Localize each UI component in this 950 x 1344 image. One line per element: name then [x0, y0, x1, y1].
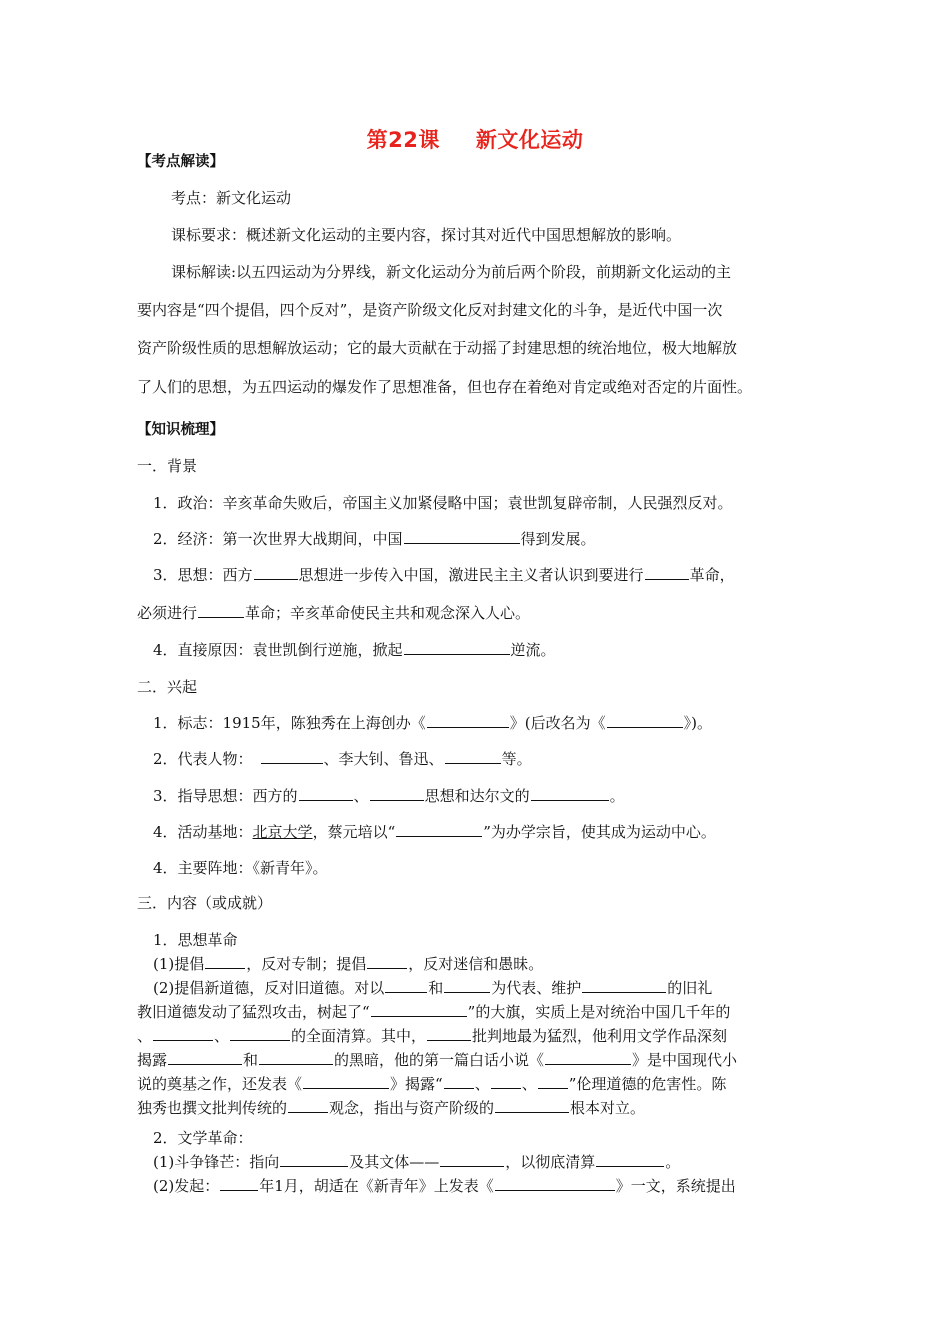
peking-university-link: 北京大学	[252, 823, 313, 841]
jiedu-line-3: 资产阶级性质的思想解放运动；它的最大贡献在于动摇了封建思想的统治地位，极大地解放	[137, 339, 738, 357]
fill-blank[interactable]	[288, 1098, 328, 1113]
xingqi-item-4: 4．活动基地：北京大学，蔡元培以“ ”为办学宗旨，使其成为运动中心。	[153, 823, 716, 841]
fill-blank[interactable]	[545, 1050, 631, 1065]
neirong-1-f: 说的奠基之作，还发表《 》揭露“ 、 、 ”伦理道德的危害性。陈	[137, 1075, 727, 1093]
fill-blank[interactable]	[404, 640, 510, 655]
fill-blank[interactable]	[645, 565, 689, 580]
jiedu-line-1: 课标解读:以五四运动为分界线，新文化运动分为前后两个阶段，前期新文化运动的主	[171, 263, 732, 281]
xingqi-item-3: 3．指导思想：西方的 、 思想和达尔文的 。	[153, 787, 625, 805]
biaozhun-text: 课标要求：概述新文化运动的主要内容，探讨其对近代中国思想解放的影响。	[171, 226, 682, 244]
fill-blank[interactable]	[230, 1026, 290, 1041]
jiedu-line-2: 要内容是“四个提倡，四个反对”，是资产阶级文化反对封建文化的斗争，是近代中国一次	[137, 301, 723, 319]
neirong-1-a: (1)提倡 ，反对专制；提倡 ，反对迷信和愚昧。	[153, 955, 544, 973]
fill-blank[interactable]	[495, 1098, 569, 1113]
heading-xingqi: 二．兴起	[137, 678, 198, 696]
fill-blank[interactable]	[491, 1074, 521, 1089]
lesson-number: 第22课	[366, 128, 440, 152]
xingqi-item-1: 1．标志：1915年，陈独秀在上海创办《 》(后改名为《 》)。	[153, 714, 712, 732]
beijing-item-3: 3．思想：西方 思想进一步传入中国，激进民主主义者认识到要进行 革命，	[153, 566, 735, 584]
fill-blank[interactable]	[444, 978, 490, 993]
fill-blank[interactable]	[205, 954, 245, 969]
fill-blank[interactable]	[220, 1176, 258, 1191]
fill-blank[interactable]	[582, 978, 666, 993]
fill-blank[interactable]	[299, 786, 353, 801]
xingqi-item-2: 2．代表人物： 、李大钊、鲁迅、 等。	[153, 750, 532, 768]
jiedu-line-4: 了人们的思想，为五四运动的爆发作了思想准备，但也存在着绝对肯定或绝对否定的片面性。	[137, 378, 753, 396]
fill-blank[interactable]	[596, 1152, 664, 1167]
beijing-item-2: 2．经济：第一次世界大战期间，中国 得到发展。	[153, 530, 596, 548]
page-title	[0, 124, 950, 154]
heading-neirong: 三．内容（或成就）	[137, 894, 273, 912]
neirong-1-g: 独秀也撰文批判传统的 观念，指出与资产阶级的 根本对立。	[137, 1099, 646, 1117]
fill-blank[interactable]	[444, 1074, 474, 1089]
neirong-2-b: (2)发起： 年1月，胡适在《新青年》上发表《 》一文，系统提出	[153, 1177, 736, 1195]
xingqi-item-5: 4．主要阵地：《新青年》。	[153, 859, 328, 877]
beijing-item-1: 1．政治：辛亥革命失败后，帝国主义加紧侵略中国；袁世凯复辟帝制，人民强烈反对。	[153, 494, 733, 512]
kaodian-text: 考点：新文化运动	[171, 189, 292, 207]
lesson-name: 新文化运动	[475, 128, 584, 152]
fill-blank[interactable]	[396, 822, 482, 837]
fill-blank[interactable]	[261, 749, 323, 764]
fill-blank[interactable]	[427, 1026, 471, 1041]
neirong-item-1: 1．思想革命	[153, 931, 238, 949]
fill-blank[interactable]	[538, 1074, 568, 1089]
fill-blank[interactable]	[168, 1050, 242, 1065]
fill-blank[interactable]	[259, 1050, 333, 1065]
fill-blank[interactable]	[445, 749, 501, 764]
fill-blank[interactable]	[280, 1152, 348, 1167]
fill-blank[interactable]	[153, 1026, 213, 1041]
fill-blank[interactable]	[427, 713, 509, 728]
neirong-1-c: 教旧道德发动了猛烈攻击，树起了“ ”的大旗，实质上是对统治中国几千年的	[137, 1003, 731, 1021]
fill-blank[interactable]	[385, 978, 427, 993]
fill-blank[interactable]	[303, 1074, 389, 1089]
fill-blank[interactable]	[367, 954, 407, 969]
fill-blank[interactable]	[495, 1176, 615, 1191]
fill-blank[interactable]	[198, 603, 244, 618]
fill-blank[interactable]	[404, 529, 520, 544]
heading-beijing: 一．背景	[137, 457, 198, 475]
neirong-2-a: (1)斗争锋芒：指向 及其文体—— ，以彻底清算 。	[153, 1153, 681, 1171]
fill-blank[interactable]	[440, 1152, 504, 1167]
section-heading-zhishi: 【知识梳理】	[137, 422, 224, 438]
neirong-item-2: 2．文学革命：	[153, 1129, 253, 1147]
beijing-item-4: 4．直接原因：袁世凯倒行逆施，掀起 逆流。	[153, 641, 556, 659]
beijing-item-3-cont: 必须进行 革命；辛亥革命使民主共和观念深入人心。	[137, 604, 531, 622]
fill-blank[interactable]	[370, 786, 424, 801]
neirong-1-d: 、 、 的全面清算。其中， 批判地最为猛烈，他利用文学作品深刻	[137, 1027, 728, 1045]
fill-blank[interactable]	[254, 565, 298, 580]
fill-blank[interactable]	[371, 1002, 467, 1017]
neirong-1-e: 揭露 和 的黑暗，他的第一篇白话小说《 》是中国现代小	[137, 1051, 738, 1069]
fill-blank[interactable]	[531, 786, 609, 801]
neirong-1-b: (2)提倡新道德，反对旧道德。对以 和 为代表、维护 的旧礼	[153, 979, 713, 997]
fill-blank[interactable]	[607, 713, 683, 728]
section-heading-kaodian: 【考点解读】	[137, 154, 224, 170]
